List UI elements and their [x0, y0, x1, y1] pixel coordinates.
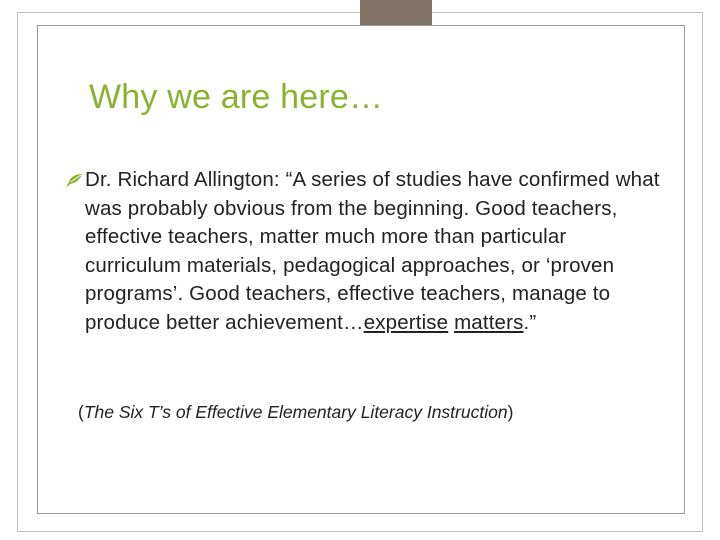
top-tab-decoration [360, 0, 432, 25]
citation-close: ) [507, 402, 514, 422]
citation-open: ( [78, 402, 84, 422]
citation [78, 402, 513, 423]
leaf-bullet-icon [66, 171, 84, 187]
quote-underlined-matters: matters [454, 310, 524, 334]
slide-title: Why we are here… [89, 78, 384, 116]
quote-body: Dr. Richard Allington: “A series of studies have confirmed what was probably obvious from the beginning. Good teachers, effective teachers, matter much more than particular curriculum materials, pedagogical approaches, or ‘proven programs’. Good teachers, effective teachers, manage to produce better achievement… [85, 168, 660, 334]
citation-title: The Six T’s of Effective Elementary Literacy Instruction [83, 402, 508, 422]
quote-underlined-expertise: expertise [363, 310, 449, 334]
quote-end: .” [523, 310, 537, 334]
quote-text [85, 166, 668, 338]
bullet-item [66, 166, 668, 338]
